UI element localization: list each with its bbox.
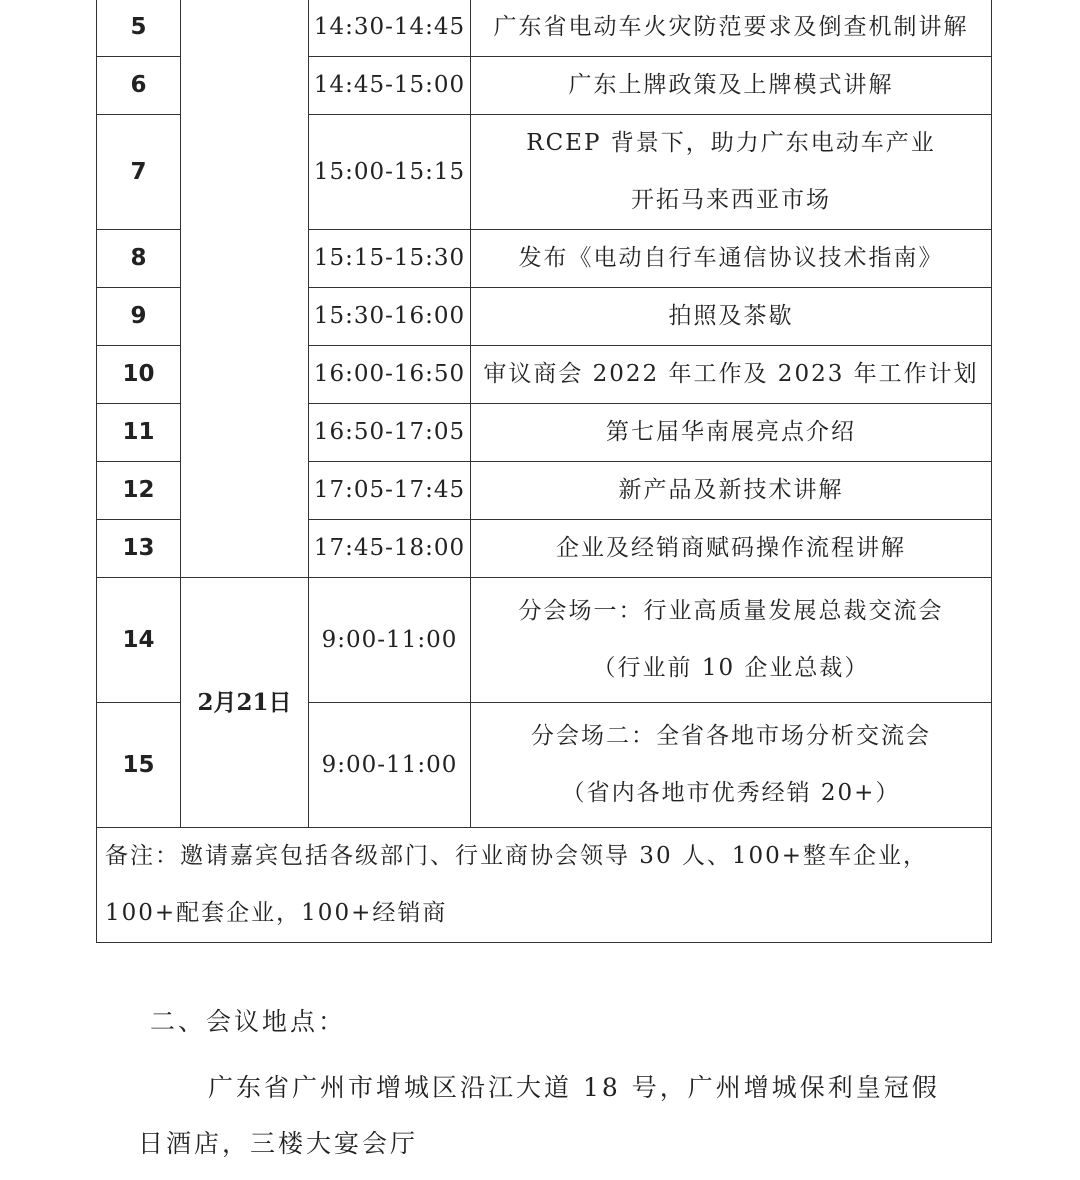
address-line: 广东省广州市增城区沿江大道 18 号，广州增城保利皇冠假 xyxy=(208,1073,940,1102)
row-time: 16:50-17:05 xyxy=(309,404,471,462)
date-cell: 2月21日 xyxy=(181,578,309,828)
row-topic xyxy=(471,520,992,578)
row-number: 9 xyxy=(97,288,181,346)
topic-line: 开拓马来西亚市场 xyxy=(631,187,831,213)
topic-line: （省内各地市优秀经销 20+） xyxy=(561,780,901,806)
topic-line: 第七届华南展亮点介绍 xyxy=(606,419,856,445)
topic-line: 广东上牌政策及上牌模式讲解 xyxy=(568,72,894,98)
table-row xyxy=(97,0,992,57)
row-number: 8 xyxy=(97,230,181,288)
row-time: 9:00-11:00 xyxy=(309,703,471,828)
row-topic xyxy=(471,346,992,404)
note-line: 100+配套企业，100+经销商 xyxy=(105,900,448,926)
row-topic xyxy=(471,462,992,520)
row-topic xyxy=(471,0,992,57)
row-topic xyxy=(471,703,992,828)
row-time: 9:00-11:00 xyxy=(309,578,471,703)
topic-line: 广东省电动车火灾防范要求及倒查机制讲解 xyxy=(493,14,969,40)
schedule-table xyxy=(96,0,992,943)
row-number: 10 xyxy=(97,346,181,404)
row-number: 14 xyxy=(97,578,181,703)
section-title: 二、会议地点： xyxy=(150,1007,347,1036)
row-time: 15:00-15:15 xyxy=(309,115,471,230)
row-topic xyxy=(471,230,992,288)
row-time: 17:05-17:45 xyxy=(309,462,471,520)
note-row xyxy=(97,828,992,943)
row-time: 14:30-14:45 xyxy=(309,0,471,57)
row-number: 5 xyxy=(97,0,181,57)
row-number: 7 xyxy=(97,115,181,230)
table-row xyxy=(97,578,992,703)
topic-line: RCEP 背景下，助力广东电动车产业 xyxy=(526,130,936,156)
row-time: 15:15-15:30 xyxy=(309,230,471,288)
topic-line: 分会场一：行业高质量发展总裁交流会 xyxy=(518,598,944,624)
row-number: 12 xyxy=(97,462,181,520)
row-topic xyxy=(471,288,992,346)
topic-line: 审议商会 2022 年工作及 2023 年工作计划 xyxy=(483,361,979,387)
row-time: 15:30-16:00 xyxy=(309,288,471,346)
topic-line: 发布《电动自行车通信协议技术指南》 xyxy=(518,245,944,271)
topic-line: （行业前 10 企业总裁） xyxy=(592,655,870,681)
address-line: 日酒店，三楼大宴会厅 xyxy=(138,1129,419,1158)
row-time: 17:45-18:00 xyxy=(309,520,471,578)
topic-line: 分会场二：全省各地市场分析交流会 xyxy=(531,723,931,749)
topic-line: 拍照及茶歇 xyxy=(668,303,794,329)
row-number: 11 xyxy=(97,404,181,462)
row-time: 16:00-16:50 xyxy=(309,346,471,404)
row-topic xyxy=(471,404,992,462)
row-topic xyxy=(471,57,992,115)
venue-address xyxy=(138,1060,958,1172)
row-number: 6 xyxy=(97,57,181,115)
row-number: 15 xyxy=(97,703,181,828)
note-cell xyxy=(97,828,992,943)
topic-line: 新产品及新技术讲解 xyxy=(618,477,844,503)
row-topic xyxy=(471,115,992,230)
date-cell-empty xyxy=(181,0,309,578)
row-topic xyxy=(471,578,992,703)
note-line: 备注：邀请嘉宾包括各级部门、行业商协会领导 30 人、100+整车企业， xyxy=(105,843,929,869)
row-time: 14:45-15:00 xyxy=(309,57,471,115)
row-number: 13 xyxy=(97,520,181,578)
topic-line: 企业及经销商赋码操作流程讲解 xyxy=(556,535,906,561)
